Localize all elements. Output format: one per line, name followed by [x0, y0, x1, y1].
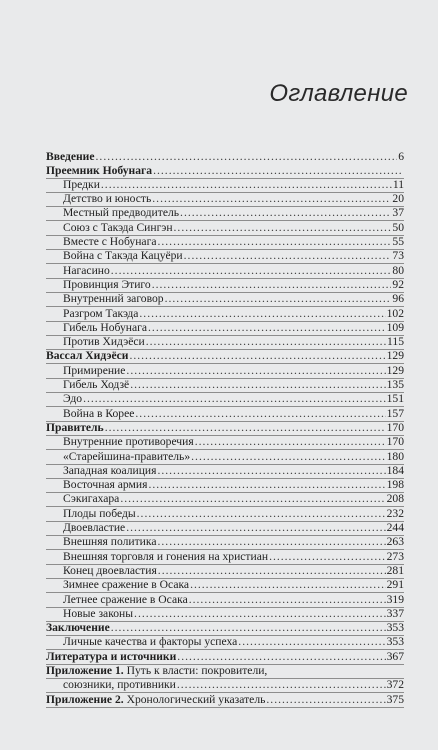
leader-dots: [101, 178, 392, 192]
toc-entry-title: Эдо: [63, 392, 83, 406]
toc-entry: [46, 479, 404, 493]
toc-entry: [46, 322, 404, 336]
toc-entry-page: 96: [392, 292, 404, 306]
toc-entry: [46, 350, 404, 364]
leader-dots: [157, 235, 391, 249]
leader-dots: [174, 221, 392, 235]
leader-dots: [130, 378, 385, 392]
leader-dots: [105, 421, 386, 435]
leader-dots: [111, 264, 392, 278]
toc-entry-page: 337: [386, 606, 404, 620]
page-title: Оглавление: [269, 80, 408, 107]
toc-entry-title: Примирение: [63, 363, 126, 377]
leader-dots: [120, 492, 385, 506]
toc-entry-page: 273: [386, 549, 404, 563]
leader-dots: [146, 335, 386, 349]
toc-entry: [46, 221, 404, 235]
toc-entry-title: Новые законы: [63, 606, 134, 620]
leader-dots: [158, 564, 386, 578]
toc-entry-title: Предки: [63, 177, 100, 191]
toc-entry-title: Гибель Нобунага: [63, 320, 148, 334]
toc-entry-page: 372: [386, 678, 404, 692]
leader-dots: [139, 307, 385, 321]
toc-entry-page: 319: [386, 592, 404, 606]
leader-dots: [126, 364, 385, 378]
toc-entry-title: Введение: [46, 150, 95, 164]
toc-entry-page: 50: [392, 220, 404, 234]
toc-entry-title: союзники, противники: [63, 678, 176, 692]
toc-entry-page: 353: [386, 635, 404, 649]
toc-entry: [46, 665, 404, 679]
leader-dots: [111, 621, 386, 635]
toc-entry-title: Зимнее сражение в Осака: [63, 578, 190, 592]
toc-entry-title: Литература и источники: [46, 649, 177, 663]
toc-entry-title: Нагасино: [63, 263, 110, 277]
toc-entry-title: Разгром Такэда: [63, 306, 139, 320]
toc-entry-page: 170: [386, 435, 404, 449]
toc-entry-title: Война в Корее: [63, 406, 135, 420]
toc-entry: [46, 565, 404, 579]
toc-entry-page: 263: [386, 535, 404, 549]
toc-entry: [46, 650, 404, 664]
toc-entry-page: 151: [386, 392, 404, 406]
toc-entry-page: 198: [386, 478, 404, 492]
toc-entry-page: 115: [387, 335, 404, 349]
toc-entry: [46, 436, 404, 450]
toc-entry: [46, 622, 404, 636]
toc-entry-title: Детство и юность: [63, 192, 152, 206]
toc-entry: [46, 636, 404, 650]
toc-entry-page: 80: [392, 263, 404, 277]
toc-entry-title: Двоевластие: [63, 521, 126, 535]
toc-entry-page: 55: [392, 235, 404, 249]
toc-entry-page: 184: [386, 463, 404, 477]
leader-dots: [126, 521, 385, 535]
toc-entry: [46, 307, 404, 321]
toc-entry-page: 20: [392, 192, 404, 206]
toc-entry-title: Плоды победы: [63, 506, 136, 520]
leader-dots: [137, 507, 386, 521]
toc-entry-page: 170: [386, 420, 404, 434]
toc-entry-page: 37: [392, 206, 404, 220]
toc-entry-page: 92: [392, 277, 404, 291]
toc-entry-page: 367: [386, 649, 404, 663]
toc-entry: [46, 593, 404, 607]
leader-dots: [165, 292, 392, 306]
toc-entry-page: 291: [386, 578, 404, 592]
appendix-title: Хронологический указатель: [126, 692, 266, 706]
leader-dots: [129, 349, 385, 363]
toc-entry-title: Провинция Этиго: [63, 277, 151, 291]
leader-dots: [177, 650, 385, 664]
toc-entry: [46, 207, 404, 221]
leader-dots: [195, 435, 386, 449]
toc-entry-page: 281: [386, 563, 404, 577]
toc-entry: [46, 608, 404, 622]
leader-dots: [180, 206, 391, 220]
toc-entry-title: Восточная армия: [63, 478, 148, 492]
leader-dots: [177, 678, 386, 692]
leader-dots: [238, 635, 385, 649]
toc-entry: [46, 293, 404, 307]
toc-entry-page: 129: [386, 349, 404, 363]
leader-dots: [157, 464, 385, 478]
toc-entry: [46, 379, 404, 393]
toc-entry: [46, 150, 404, 164]
toc-entry: [46, 536, 404, 550]
leader-dots: [184, 249, 392, 263]
leader-dots: [266, 693, 385, 707]
toc-entry-title: Местный предводитель: [63, 206, 180, 220]
toc-entry-page: 129: [386, 363, 404, 377]
leader-dots: [148, 478, 385, 492]
toc-entry-title: Гибель Ходзё: [63, 378, 130, 392]
toc-entry: [46, 450, 404, 464]
toc-entry-title: Заключение: [46, 621, 110, 635]
leader-dots: [96, 150, 398, 164]
toc-entry-title: Личные качества и факторы успеха: [63, 635, 238, 649]
toc-entry: [46, 693, 404, 707]
toc-entry: [46, 164, 404, 178]
toc-entry: [46, 493, 404, 507]
toc-entry-page: 102: [386, 306, 404, 320]
toc-entry: [46, 236, 404, 250]
toc-entry: [46, 250, 404, 264]
toc-entry-page: 6: [398, 150, 404, 164]
toc-entry-title: Война с Такэда Кацуёри: [63, 249, 183, 263]
toc-entry-title: «Старейшина-правитель»: [63, 449, 191, 463]
appendix-label: Приложение 1.: [46, 663, 124, 677]
toc-entry-title: Летнее сражение в Осака: [63, 592, 188, 606]
leader-dots: [152, 192, 391, 206]
toc-entry-title: Против Хидэёси: [63, 335, 145, 349]
toc-entry-title: Вместе с Нобунага: [63, 235, 157, 249]
toc-entry-title: Западная коалиция: [63, 463, 157, 477]
toc-entry-page: 375: [386, 692, 404, 706]
toc-entry: [46, 507, 404, 521]
toc-entry: [46, 679, 404, 693]
leader-dots: [269, 550, 386, 564]
toc-entry-page: 135: [386, 378, 404, 392]
toc-entry: [46, 264, 404, 278]
leader-dots: [189, 593, 386, 607]
toc-entry-page: 353: [386, 621, 404, 635]
table-of-contents: [46, 150, 404, 708]
toc-entry-title: Вассал Хидэёси: [46, 349, 129, 363]
toc-entry-title: Сэкигахара: [63, 492, 120, 506]
toc-entry: [46, 193, 404, 207]
leader-dots: [135, 407, 385, 421]
leader-dots: [153, 164, 403, 178]
toc-entry-title: Внешняя политика: [63, 535, 157, 549]
toc-entry: [46, 465, 404, 479]
toc-entry: [46, 550, 404, 564]
toc-entry-title: [46, 664, 267, 678]
toc-entry-title: Внутренние противоречия: [63, 435, 194, 449]
toc-entry-title: Внешняя торговля и гонения на христиан: [63, 549, 269, 563]
toc-entry-title: Внутренний заговор: [63, 292, 164, 306]
toc-entry: [46, 422, 404, 436]
leader-dots: [190, 578, 386, 592]
toc-entry-title: Конец двоевластия: [63, 563, 157, 577]
toc-entry: [46, 407, 404, 421]
toc-entry-title: Преемник Нобунага: [46, 163, 153, 177]
toc-entry: [46, 364, 404, 378]
toc-entry-page: 244: [386, 521, 404, 535]
toc-entry-title: Союз с Такэда Сингэн: [63, 220, 173, 234]
toc-entry-page: 232: [386, 506, 404, 520]
appendix-label: Приложение 2.: [46, 692, 124, 706]
toc-entry-page: 109: [386, 320, 404, 334]
leader-dots: [158, 535, 386, 549]
toc-entry: [46, 393, 404, 407]
toc-entry: [46, 336, 404, 350]
toc-entry: [46, 279, 404, 293]
leader-dots: [134, 607, 386, 621]
toc-entry-page: 208: [386, 492, 404, 506]
toc-entry: [46, 179, 404, 193]
toc-entry: [46, 579, 404, 593]
leader-dots: [191, 450, 385, 464]
toc-entry-title: Правитель: [46, 420, 104, 434]
toc-entry-page: 73: [392, 249, 404, 263]
toc-entry: [46, 522, 404, 536]
appendix-title: Путь к власти: покровители,: [126, 663, 268, 677]
leader-dots: [152, 278, 392, 292]
toc-entry-page: 180: [386, 449, 404, 463]
leader-dots: [148, 321, 386, 335]
toc-entry-page: 157: [386, 406, 404, 420]
toc-entry-page: 11: [392, 177, 404, 191]
toc-entry-title: [46, 693, 265, 707]
leader-dots: [83, 392, 386, 406]
